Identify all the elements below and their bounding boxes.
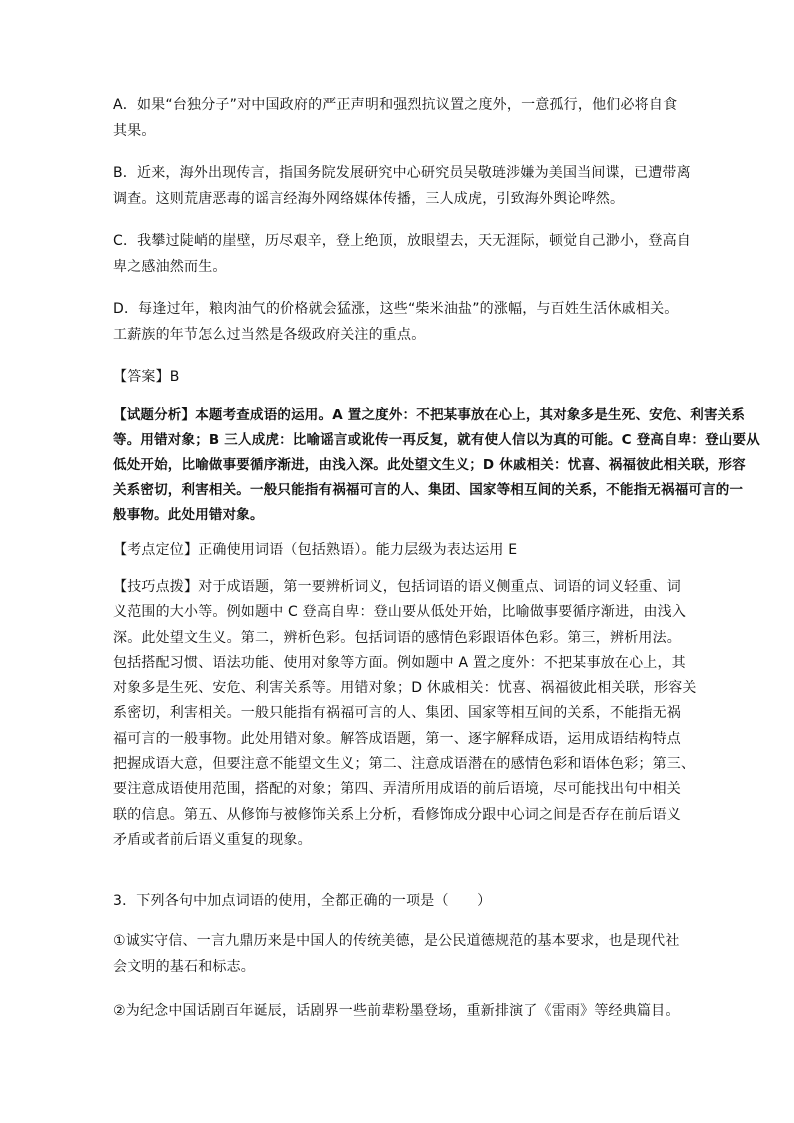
jiqiao-line: 对象多是生死、安危、利害关系等。用错对象；D 休戚相关：忧喜、祸福彼此相关联，形容关 [113, 680, 697, 697]
jiqiao-line: 联的信息。第五、从修饰与被修饰关系上分析，看修饰成分跟中心词之间是否存在前后语义 [113, 806, 681, 823]
jiqiao-line: 【技巧点拨】对于成语题，第一要辨析词义，包括词语的语义侧重点、词语的词义轻重、词 [113, 579, 681, 595]
analysis-line: 关系密切，利害相关。一般只能指有祸福可言的人、集团、国家等相互间的关系，不能指无祸福可言的一 [113, 482, 744, 498]
kaodian: 【考点定位】正确使用词语（包括熟语）。能力层级为表达运用 E [113, 542, 518, 558]
option-c [113, 228, 693, 280]
question-3-stem: 3．下列各句中加点词语的使用，全都正确的一项是（ ） [113, 893, 492, 909]
jiqiao-line: 矛盾或者前后语义重复的现象。 [113, 831, 312, 848]
answer: 【答案】B [113, 369, 180, 385]
question-3-item-1 [113, 928, 693, 980]
jiqiao-line: 要注意成语使用范围，搭配的对象；第四、弄清所用成语的前后语境，尽可能找出句中相关 [113, 781, 681, 798]
analysis-line: 低处开始，比喻做事要循序渐进，由浅入深。此处望文生义；D 休戚相关：忧喜、祸福彼此相关联，形容 [113, 457, 746, 473]
option-d-line-2: 工薪族的年节怎么过当然是各级政府关注的重点。 [113, 327, 426, 343]
option-b-line-2: 调查。这则荒唐恶毒的谣言经海外网络媒体传播，三人成虎，引致海外舆论哗然。 [113, 191, 625, 207]
option-d-line-1: D．每逢过年，粮肉油气的价格就会猛涨，这些“柴米油盐”的涨幅，与百姓生活休戚相关。 [113, 301, 679, 317]
analysis-line: 【试题分析】本题考查成语的运用。A 置之度外：不把某事放在心上，其对象多是生死、安危、利害关系 [113, 407, 746, 423]
jiqiao-line: 深。此处望文生义。第二，辨析色彩。包括词语的感情色彩跟语体色彩。第三，辨析用法。 [113, 629, 681, 646]
jiqiao-line: 把握成语大意，但要注意不能望文生义；第二、注意成语潜在的感情色彩和语体色彩；第三、 [113, 756, 696, 773]
jiqiao-line: 系密切，利害相关。一般只能指有祸福可言的人、集团、国家等相互间的关系，不能指无祸 [113, 705, 681, 722]
option-d [113, 296, 693, 348]
question-3-item-2: ②为纪念中国话剧百年诞辰，话剧界一些前辈粉墨登场，重新排演了《雷雨》等经典篇目。 [113, 1003, 680, 1019]
option-c-line-2: 卑之感油然而生。 [113, 259, 227, 275]
analysis-line: 等。用错对象；B 三人成虎：比喻谣言或讹传一再反复，就有使人信以为真的可能。C 登高自卑：登山要从 [113, 432, 760, 448]
jiqiao-block [113, 575, 697, 853]
item-1-line-1: ①诚实守信、一言九鼎历来是中国人的传统美德，是公民道德规范的基本要求，也是现代社 [113, 933, 680, 949]
option-b [113, 160, 693, 212]
item-1-line-2: 会文明的基石和标志。 [113, 959, 255, 975]
jiqiao-line: 包括搭配习惯、语法功能、使用对象等方面。例如题中 A 置之度外：不把某事放在心上，其 [113, 654, 686, 671]
option-a-line-2: 其果。 [113, 123, 156, 139]
option-a [113, 92, 693, 144]
option-c-line-1: C．我攀过陡峭的崖壁，历尽艰辛，登上绝顶，放眼望去，天无涯际，顿觉自己渺小，登高自 [113, 233, 691, 249]
analysis-block [113, 403, 763, 528]
option-b-line-1: B．近来，海外出现传言，指国务院发展研究中心研究员吴敬琏涉嫌为美国当间谍，已遭带离 [113, 165, 691, 181]
option-a-line-1: A．如果“台独分子”对中国政府的严正声明和强烈抗议置之度外，一意孤行，他们必将自食 [113, 97, 678, 113]
jiqiao-line: 福可言的一般事物。此处用错对象。解答成语题，第一、逐字解释成语，运用成语结构特点 [113, 730, 681, 747]
analysis-line: 般事物。此处用错对象。 [113, 507, 264, 523]
jiqiao-line: 义范围的大小等。例如题中 C 登高自卑：登山要从低处开始，比喻做事要循序渐进，由浅入 [113, 604, 687, 621]
